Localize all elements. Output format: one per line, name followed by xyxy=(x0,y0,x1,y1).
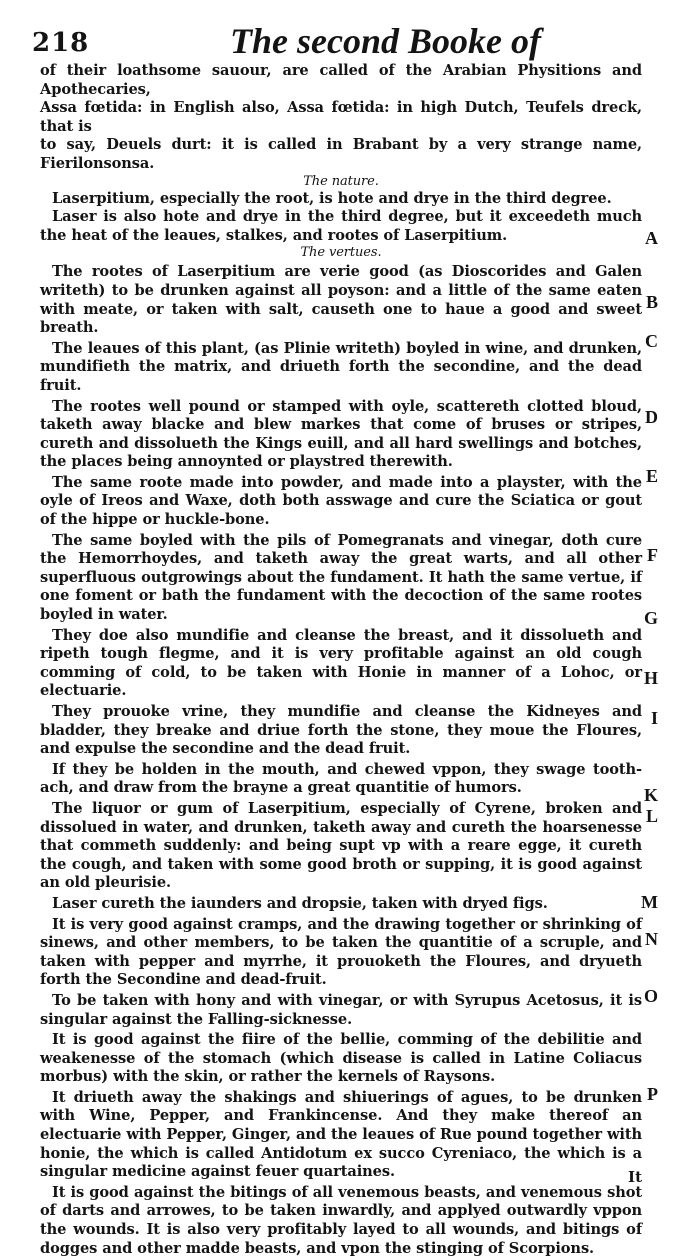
margin-letter: M xyxy=(641,892,658,912)
margin-letter: C xyxy=(645,331,658,351)
vertue-paragraph: To be taken with hony and with vinegar, or with Syrupus Acetosus, it is singular against the Falling-sicknesse. xyxy=(40,991,642,1028)
margin-letter: H xyxy=(643,668,658,688)
intro-line: Assa fœtida: in English also, Assa fœtida: in high Dutch, Teufels dreck, that is xyxy=(40,99,642,135)
vertue-paragraph: They prouoke vrine, they mundifie and cleanse the Kidneyes and bladder, they breake and driue forth the stone, they moue the Floures, and expulse the secondine and the dead fruit. xyxy=(40,703,642,758)
vertue-paragraph: The rootes of Laserpitium are verie good (as Dioscorides and Galen writeth) to be drunken against all poyson: and a little of the same eaten with meate, or taken with salt, causeth one to haue a good and sweet breath. xyxy=(40,263,642,337)
section-heading-nature: The nature. xyxy=(303,173,379,189)
page-body xyxy=(40,62,642,1258)
page-header xyxy=(32,21,642,62)
vertue-paragraph: They doe also mundifie and cleanse the breast, and it dissolueth and ripeth tough flegme, and it is very profitable against an old cough comming of cold, to be taken with Honie in manner of a Lohoc, or electuarie. xyxy=(40,626,642,700)
vertue-paragraph: If they be holden in the mouth, and chewed vppon, they swage tooth-ach, and draw from the brayne a great quantitie of humors. xyxy=(40,760,642,797)
nature-paragraph: Laser is also hote and drye in the third degree, but it exceedeth much the heat of the leaues, stalkes, and rootes of Laserpitium. xyxy=(40,208,642,244)
margin-letter: L xyxy=(645,806,658,826)
running-title: The second Booke of xyxy=(230,21,541,61)
vertue-paragraph: It is very good against cramps, and the drawing together or shrinking of sinews, and other members, to be taken the quantitie of a scruple, and taken with pepper and myrrhe, it prouoketh the Floures, and dryueth forth the Secondine and dead-fruit. xyxy=(40,915,642,989)
intro-line: of their loathsome sauour, are called of the Arabian Physitions and Apothecaries, xyxy=(40,62,642,98)
vertue-paragraph: The same roote made into powder, and made into a playster, with the oyle of Ireos and Waxe, doth both asswage and cure the Sciatica or gout of the hippe or huckle-bone. xyxy=(40,473,642,529)
vertue-paragraph: It is good against the bitings of all venemous beasts, and venemous shot of darts and arrowes, to be taken inwardly, and applyed outwardly vppon the wounds. It is also very profitably layed to all wounds, and bitings of dogges and other madde beasts, and vpon the stinging of Scorpions. xyxy=(40,1183,642,1257)
vertue-paragraph: Laser cureth the iaunders and dropsie, taken with dryed figs. xyxy=(52,894,548,912)
margin-letter: G xyxy=(643,608,658,628)
margin-letter: F xyxy=(647,545,658,565)
vertue-paragraph: The rootes well pound or stamped with oyle, scattereth clotted bloud, taketh away blacke and blew markes that come of bruses or stripes, cureth and dissolueth the Kings euill, and all hard swellings and botches, the places being annoynted or playstred therewith. xyxy=(40,397,642,471)
vertue-paragraph: It driueth away the shakings and shiuerings of agues, to be drunken with Wine, Pepper, and Frankincense. And they make thereof an electuarie with Pepper, Ginger, and the leaues of Rue pound together with honie, the which is called Antidotum ex succo Cyreniaco, the which is a singular medicine against feuer quartaines. xyxy=(40,1088,642,1181)
section-heading-vertues: The vertues. xyxy=(300,245,382,261)
margin-letter: A xyxy=(645,228,658,248)
margin-letter: I xyxy=(650,708,658,728)
margin-letter: E xyxy=(645,466,658,486)
vertue-paragraph: The liquor or gum of Laserpitium, especially of Cyrene, broken and dissolued in water, and drunken, taketh away and cureth the hoarsenesse that commeth suddenly: and being supt vp with a reare egge, it cureth the cough, and taken with some good broth or supping, it is good against an old pleurisie. xyxy=(40,799,642,892)
nature-paragraph: Laserpitium, especially the root, is hote and drye in the third degree. xyxy=(52,189,612,207)
vertue-paragraph: It is good against the fiire of the bellie, comming of the debilitie and weakenesse of the stomach (which disease is called in Latine Coliacus morbus) with the skin, or rather the kernels of Raysons. xyxy=(40,1031,642,1086)
margin-letter: P xyxy=(647,1084,658,1104)
margin-letter: D xyxy=(645,407,658,427)
margin-letter: O xyxy=(643,986,658,1006)
intro-line: to say, Deuels durt: it is called in Brabant by a very strange name, Fierilonsonsa. xyxy=(40,136,642,172)
margin-letter: B xyxy=(645,292,658,312)
margin-letter: K xyxy=(643,785,658,805)
vertue-paragraph: The same boyled with the pils of Pomegranats and vinegar, doth cure the Hemorrhoydes, and taketh away the great warts, and all other superfluous outgrowings about the fundament. It hath the same vertue, if one foment or bath the fundament with the decoction of the same rootes boyled in water. xyxy=(40,531,642,624)
page-number: 218 xyxy=(32,28,90,58)
margin-letter: N xyxy=(645,929,658,949)
catchword: It xyxy=(628,1168,642,1186)
vertue-paragraph: The leaues of this plant, (as Plinie writeth) boyled in wine, and drunken, mundifieth the matrix, and driueth forth the secondine, and the dead fruit. xyxy=(40,339,642,394)
